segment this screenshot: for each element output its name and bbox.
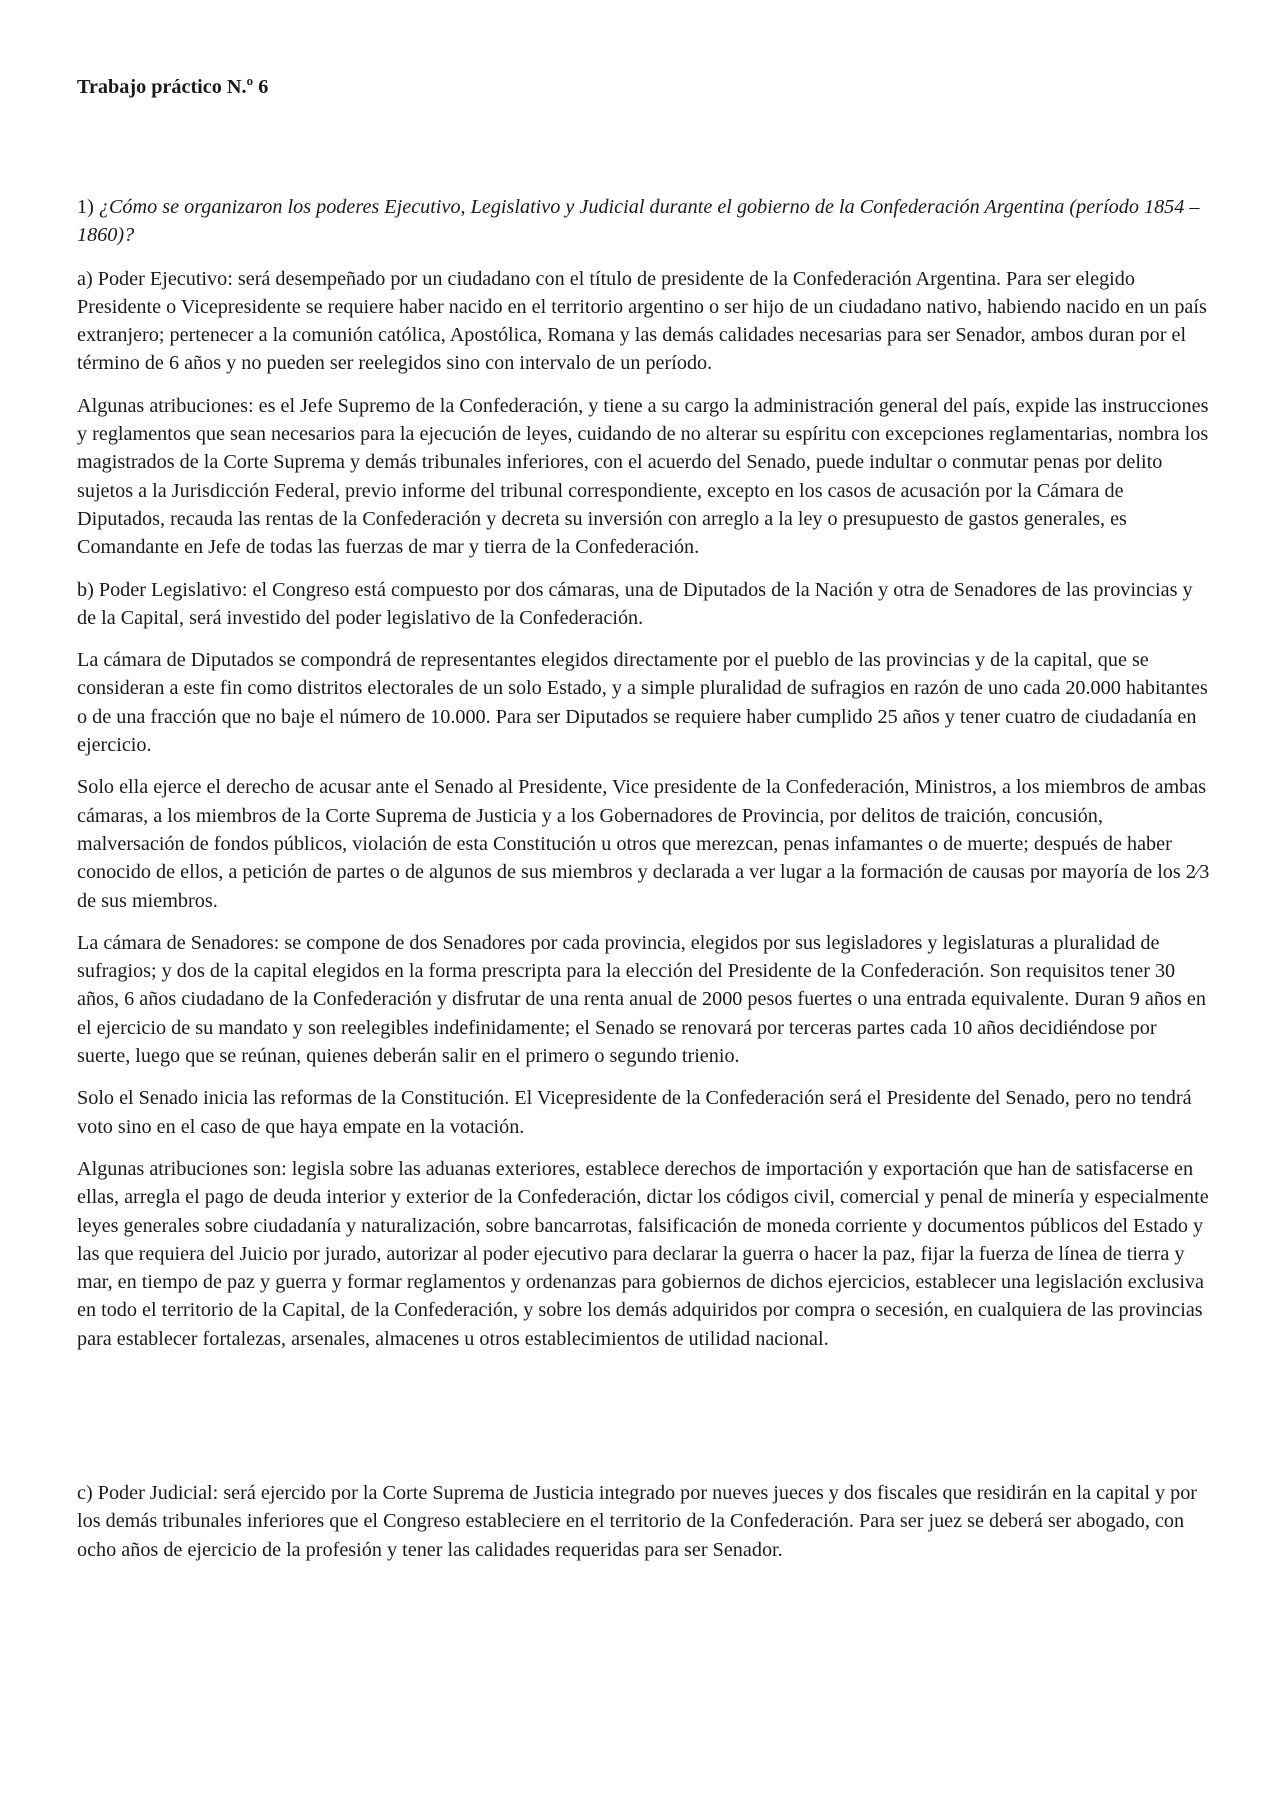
paragraph-camara-diputados: La cámara de Diputados se compondrá de representantes elegidos directamente por el pueblo de las provincias y de la capital, que se consideran a este fin como distritos electorales de un solo Estado, y a simple pluralidad de sufragios en razón de uno cada 20.000 habitantes o de una fracción que no baje el número de 10.000. Para ser Diputados se requiere haber cumplido 25 años y tener cuatro de ciudadanía en ejercicio. bbox=[77, 649, 1208, 757]
question-number: 1) bbox=[77, 196, 94, 218]
document-body bbox=[77, 73, 1212, 1564]
paragraph-reformas: Solo el Senado inicia las reformas de la Constitución. El Vicepresidente de la Confederación será el Presidente del Senado, pero no tendrá voto sino en el caso de que haya empate en la votación. bbox=[77, 1087, 1192, 1138]
paragraph-acusacion: Solo ella ejerce el derecho de acusar ante el Senado al Presidente, Vice presidente de la Confederación, Ministros, a los miembros de ambas cámaras, a los miembros de la Corte Suprema de Justicia y a los Gobernadores de Provincia, por delitos de traición, concusión, malversación de fondos públicos, violación de esta Constitución u otros que merezcan, penas infamantes o de muerte; después de haber conocido de ellos, a petición de partes o de algunos de sus miembros y declarada a ver lugar a la formación de causas por mayoría de los 2⁄3 de sus miembros. bbox=[77, 776, 1210, 912]
paragraph-poder-legislativo: b) Poder Legislativo: el Congreso está compuesto por dos cámaras, una de Diputados de la Nación y otra de Senadores de las provincias y de la Capital, será investido del poder legislativo de la Confederación. bbox=[77, 578, 1193, 629]
paragraph-atribuciones-ejecutivo: Algunas atribuciones: es el Jefe Supremo de la Confederación, y tiene a su cargo la administración general del país, expide las instrucciones y reglamentos que sean necesarios para la ejecución de leyes, cuidando de no alterar su espíritu con excepciones reglamentarias, nombra los magistrados de la Corte Suprema y demás tribunales inferiores, con el acuerdo del Senado, puede indultar o conmutar penas por delito sujetos a la Jurisdicción Federal, previo informe del tribunal correspondiente, excepto en los casos de acusación por la Cámara de Diputados, recauda las rentas de la Confederación y decreta su inversión con arreglo a la ley o presupuesto de gastos generales, es Comandante en Jefe de todas las fuerzas de mar y tierra de la Confederación. bbox=[77, 394, 1209, 559]
document-title: Trabajo práctico N.º 6 bbox=[77, 76, 269, 98]
paragraph-atribuciones-legislativo: Algunas atribuciones son: legisla sobre las aduanas exteriores, establece derechos de importación y exportación que han de satisfacerse en ellas, arregla el pago de deuda interior y exterior de la Confederación, dictar los códigos civil, comercial y penal de minería y especialmente leyes generales sobre ciudadanía y naturalización, sobre bancarrotas, falsificación de moneda corriente y documentos públicos del Estado y las que requiera del Juicio por jurado, autorizar al poder ejecutivo para declarar la guerra o hacer la paz, fijar la fuerza de línea de tierra y mar, en tiempo de paz y guerra y formar reglamentos y ordenanzas para gobiernos de dichos ejercicios, establecer una legislación exclusiva en todo el territorio de la Capital, de la Confederación, y sobre los demás adquiridos por compra o secesión, en cualquiera de las provincias para establecer fortalezas, arsenales, almacenes u otros establecimientos de utilidad nacional. bbox=[77, 1157, 1209, 1350]
question-text: ¿Cómo se organizaron los poderes Ejecutivo, Legislativo y Judicial durante el gobierno de la Confederación Argentina (período 1854 – 1860)? bbox=[77, 196, 1200, 247]
paragraph-camara-senadores: La cámara de Senadores: se compone de dos Senadores por cada provincia, elegidos por sus legisladores y legislaturas a pluralidad de sufragios; y dos de la capital elegidos en la forma prescripta para la elección del Presidente de la Confederación. Son requisitos tener 30 años, 6 años ciudadano de la Confederación y disfrutar de una renta anual de 2000 pesos fuertes o una entrada equivalente. Duran 9 años en el ejercicio de su mandato y son reelegibles indefinidamente; el Senado se renovará por terceras partes cada 10 años decidiéndose por suerte, luego que se reúnan, quienes deberán salir en el primero o segundo trienio. bbox=[77, 931, 1206, 1068]
paragraph-poder-ejecutivo: a) Poder Ejecutivo: será desempeñado por un ciudadano con el título de presidente de la Confederación Argentina. Para ser elegido Presidente o Vicepresidente se requiere haber nacido en el territorio argentino o ser hijo de un ciudadano nativo, habiendo nacido en un país extranjero; pertenecer a la comunión católica, Apostólica, Romana y las demás calidades necesarias para ser Senador, ambos duran por el término de 6 años y no pueden ser reelegidos sino con intervalo de un período. bbox=[77, 267, 1207, 375]
question-1 bbox=[77, 193, 1212, 250]
paragraph-poder-judicial: c) Poder Judicial: será ejercido por la Corte Suprema de Justicia integrado por nueves jueces y dos fiscales que residirán en la capital y por los demás tribunales inferiores que el Congreso estableciere en el territorio de la Confederación. Para ser juez se deberá ser abogado, con ocho años de ejercicio de la profesión y tener las calidades requeridas para ser Senador. bbox=[77, 1481, 1198, 1561]
